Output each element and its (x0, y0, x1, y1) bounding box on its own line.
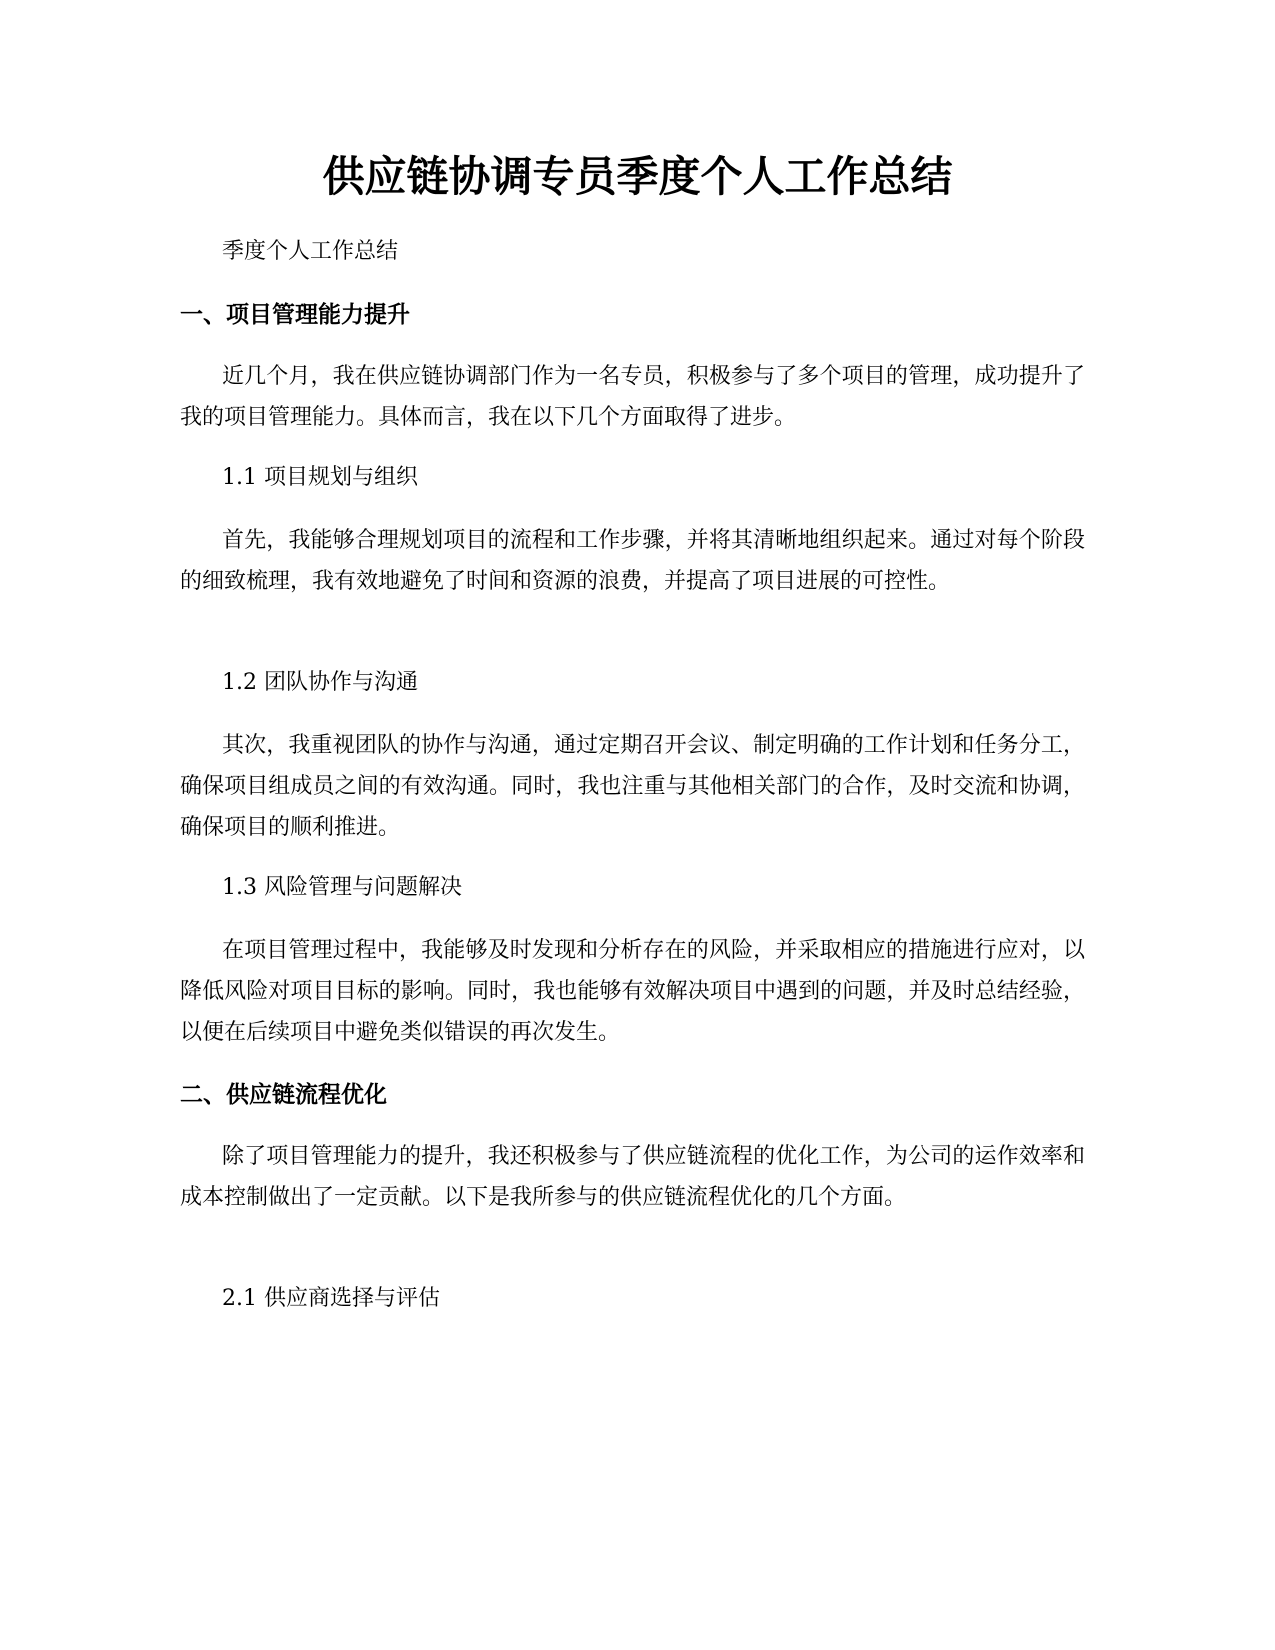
subsection-2-1-heading: 2.1 供应商选择与评估 (222, 1286, 440, 1311)
subsection-1-1-text: 首先，我能够合理规划项目的流程和工作步骤，并将其清晰地组织起来。通过对每个阶段的细致梳理，我有效地避免了时间和资源的浪费，并提高了项目进展的可控性。 (180, 528, 1085, 594)
section-2-heading: 二、供应链流程优化 (180, 1082, 387, 1108)
subsection-1-2-text: 其次，我重视团队的协作与沟通，通过定期召开会议、制定明确的工作计划和任务分工，确保项目组成员之间的有效沟通。同时，我也注重与其他相关部门的合作，及时交流和协调，确保项目的顺利推进。 (180, 733, 1085, 840)
subsection-1-2-heading: 1.2 团队协作与沟通 (222, 670, 418, 695)
subsection-1-1-heading: 1.1 项目规划与组织 (222, 465, 418, 490)
section-2-intro: 除了项目管理能力的提升，我还积极参与了供应链流程的优化工作，为公司的运作效率和成本控制做出了一定贡献。以下是我所参与的供应链流程优化的几个方面。 (180, 1144, 1085, 1210)
document-subtitle: 季度个人工作总结 (222, 239, 399, 264)
subsection-1-3-text: 在项目管理过程中，我能够及时发现和分析存在的风险，并采取相应的措施进行应对，以降低风险对项目目标的影响。同时，我也能够有效解决项目中遇到的问题，并及时总结经验，以便在后续项目中避免类似错误的再次发生。 (180, 938, 1085, 1045)
section-1-heading: 一、项目管理能力提升 (180, 302, 410, 328)
document-title: 供应链协调专员季度个人工作总结 (322, 152, 953, 201)
subsection-1-3-heading: 1.3 风险管理与问题解决 (222, 875, 462, 900)
section-1-intro: 近几个月，我在供应链协调部门作为一名专员，积极参与了多个项目的管理，成功提升了我的项目管理能力。具体而言，我在以下几个方面取得了进步。 (180, 364, 1085, 430)
